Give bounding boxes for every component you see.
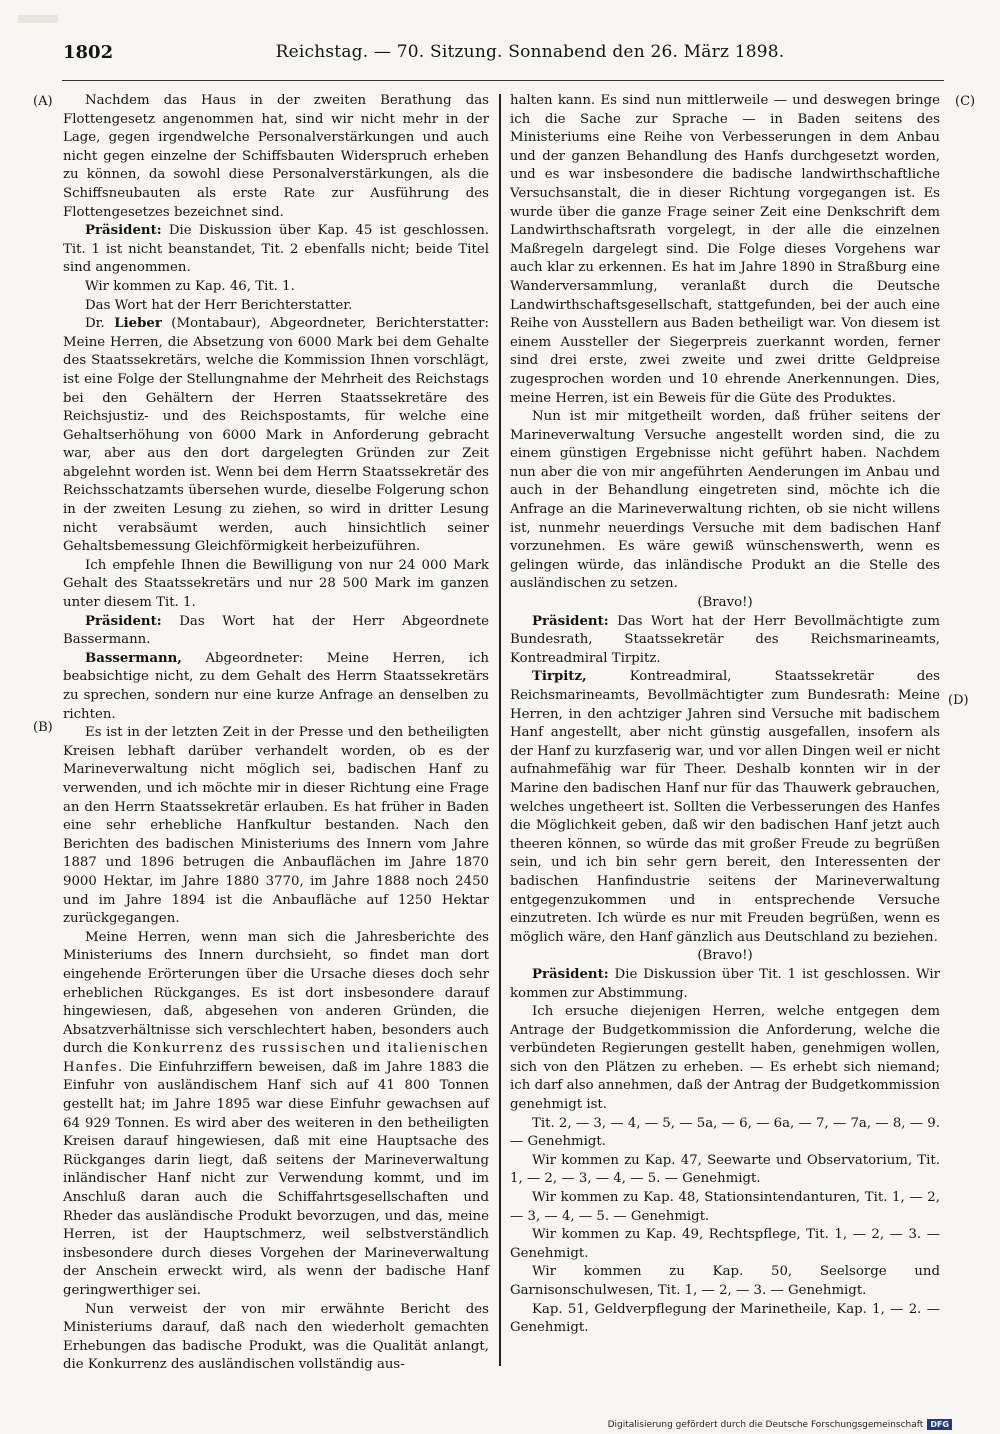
title-prefix: Dr. (85, 316, 105, 332)
interjection: (Bravo!) (697, 595, 753, 611)
paragraph: Nun ist mir mitgetheilt worden, daß früher seitens der Marineverwaltung Versuche angestellt worden sind, die zu einem günstigen Ergebnisse nicht geführt haben. Nachdem nun aber die von mir angeführten Aenderungen im Anbau und auch in der Behandlung eingetreten sind, möchte ich die Anfrage an die Marineverwaltung richten, ob sie nicht willens ist, nunmehr neuerdings Versuche mit dem badischen Hanf vorzunehmen. Es wäre gewiß wünschenswerth, wenn es gelingen würde, das inländische Produkt an die Stelle des ausländischen zu setzen. (510, 409, 940, 592)
footer-credit (608, 1419, 952, 1430)
paragraph (63, 315, 489, 557)
speech-text: Die Einfuhrziffern beweisen, daß im Jahre 1883 die Einfuhr von ausländischem Hanf sich auf 41 800 Tonnen gestellt hat; im Jahre 1895 war diese Einfuhr gewachsen auf 64 929 Tonnen. Es wird aber des weiteren in den betheiligten Kreisen darauf hingewiesen, daß mit eine Hauptsache des Rückganges darin liegt, daß seitens der Marineverwaltung inländischer Hanf nicht zur Verwendung kommt, und im Anschluß daran auch die Schiffahrtsgesellschaften und Rheder das ausländische Produkt bevorzugen, und das, meine Herren, ist der Hauptschmerz, weil selbstverständlich insbesondere durch dieses Vorgehen der Marineverwaltung der Anschein erweckt wird, als wenn der badische Hanf geringwerthiger sei. (63, 1059, 489, 1298)
margin-mark-c: (C) (955, 94, 976, 109)
paragraph: Wir kommen zu Kap. 47, Seewarte und Observatorium, Tit. 1, — 2, — 3, — 4, — 5. — Genehmigt. (510, 1152, 940, 1187)
speech-text: (Montabaur), Abgeordneter, Berichterstatter: Meine Herren, die Absetzung von 6000 Mark bei dem Gehalte des Staatssekretärs, welche die Kommission Ihnen vorschlägt, ist eine Folge der Stellungnahme der Mehrheit des Reichstags bei den Gehältern der Herren Staatssekretäre des Reichsjustiz- und des Reichspostamts, für welche eine Gehaltserhöhung von 6000 Mark in Anforderung gebracht war, aber aus den dort dargelegten Gründen zur Zeit abgelehnt worden ist. Wenn bei dem Herrn Staatssekretär des Reichsschatzamts übersehen wurde, dieselbe Folgerung schon in der zweiten Lesung zu ziehen, so wird in dritter Lesung nicht verabsäumt werden, auch hinsichtlich seiner Gehaltsbemessung Gleichförmigkeit herbeizuführen. (63, 316, 490, 555)
dfg-logo: DFG (927, 1419, 952, 1430)
paragraph: Ich empfehle Ihnen die Bewilligung von nur 24 000 Mark Gehalt des Staatssekretärs und nur 28 500 Mark im ganzen unter diesem Tit. 1. (63, 557, 489, 611)
speaker-name: Bassermann, (85, 650, 182, 666)
paragraph: Tit. 2, — 3, — 4, — 5, — 5a, — 6, — 6a, — 7, — 7a, — 8, — 9. — Genehmigt. (510, 1115, 940, 1150)
speech-text: Kontreadmiral, Staatssekretär des Reichsmarineamts, Bevollmächtigter zum Bundesrath: Meine Herren, in den achtziger Jahren sind Versuche mit badischem Hanf angestellt, aber nicht günstig ausgefallen, insofern als der Hanf zu kurzfaserig war, und vor allen Dingen weil er nicht aufnahmefähig war für Theer. Deshalb konnten wir in der Marine den badischen Hanf nur für das Thauwerk gebrauchen, welches ungetheert ist. Sollten die Verbesserungen des Hanfes die Möglichkeit geben, daß wir den badischen Hanf jetzt auch theeren können, so würde das mit großer Freude zu begrüßen sein, und ich bin sehr gern bereit, den Interessenten der badischen Hanfindustrie seitens der Marineverwaltung entgegenzukommen und in entsprechende Versuche einzutreten. Ich würde es nur mit Freuden begrüßen, wenn es möglich wäre, den Hanf gänzlich aus Deutschland zu beziehen. (510, 669, 940, 945)
column-divider (499, 94, 501, 1366)
margin-mark-a: (A) (33, 94, 53, 109)
footer-text: Digitalisierung gefördert durch die Deutsche Forschungsgemeinschaft (607, 1419, 924, 1430)
right-column (510, 92, 940, 1338)
paragraph: halten kann. Es sind nun mittlerweile — und deswegen bringe ich die Sache zur Sprache — in Baden seitens des Ministeriums eine Reihe von Verbesserungen in dem Anbau und der ganzen Behandlung des Hanfs durchgesetzt worden, und es war insbesondere die badische landwirthschaftliche Versuchsanstalt, die in dieser Richtung vorgegangen ist. Es wurde über die ganze Frage seiner Zeit eine Denkschrift dem Landwirthschaftsrath vorgelegt, in der alle die einzelnen Maßregeln dargelegt sind. Die Folge dieses Vorgehens war auch klar zu erkennen. Es hat im Jahre 1890 in Straßburg eine Wanderversammlung, veranlaßt durch die Deutsche Landwirthschaftsgesellschaft, stattgefunden, bei der auch eine Reihe von Ausstellern aus Baden betheiligt war. Von diesem ist einem Aussteller der Siegerpreis zuerkannt worden, ferner sind drei erste, zwei zweite und zwei dritte Geldpreise zugesprochen worden und 10 ehrende Anerkennungen. Dies, meine Herren, ist ein Beweis für die Güte des Produktes. (510, 93, 940, 406)
paragraph: Das Wort hat der Herr Berichterstatter. (85, 297, 353, 313)
paragraph (63, 929, 489, 1301)
interjection: (Bravo!) (697, 948, 753, 964)
speech-text: Abgeordneter: Meine Herren, ich beabsichtige nicht, zu dem Gehalt des Herrn Staatssekretärs zu sprechen, sondern nur eine kurze Anfrage an denselben zu richten. (63, 650, 489, 722)
speech-text: Meine Herren, wenn man sich die Jahresberichte des Ministeriums des Innern durchsieht, so findet man dort eingehende Erörterungen über die Ursache dieses doch sehr erheblichen Rückganges. Es ist dort insbesondere darauf hingewiesen, daß, abgesehen von anderen Gründen, die Absatzverhältnisse sich verschlechtert haben, besonders auch durch die (63, 929, 489, 1057)
header-rule (62, 80, 944, 81)
speaker-name: Präsident: (532, 613, 609, 629)
left-column (63, 92, 489, 1375)
running-head: Reichstag. — 70. Sitzung. Sonnabend den 26. März 1898. (275, 42, 785, 62)
paragraph: Ich ersuche diejenigen Herren, welche entgegen dem Antrage der Budgetkommission die Anforderung, welche die verbündeten Regierungen gestellt haben, genehmigen wollen, sich von den Plätzen zu erheben. — Es erhebt sich niemand; ich darf also annehmen, daß der Antrag der Budgetkommission genehmigt ist. (510, 1004, 940, 1113)
speech-text: Die Diskussion über Kap. 45 ist geschlossen. Tit. 1 ist nicht beanstandet, Tit. 2 ebenfalls nicht; beide Titel sind angenommen. (63, 223, 489, 276)
paragraph: Es ist in der letzten Zeit in der Presse und den betheiligten Kreisen lebhaft darüber verhandelt worden, ob es der Marineverwaltung nicht möglich sei, badischen Hanf zu verwenden, und ich möchte mir in dieser Richtung eine Frage an den Herrn Staatssekretär erlauben. Es hat früher in Baden eine sehr erhebliche Hanfkultur bestanden. Nach den Berichten des badischen Ministeriums des Innern vom Jahre 1887 und 1896 betrugen die Anbauflächen im Jahre 1870 9000 Hektar, im Jahre 1880 3770, im Jahre 1888 noch 2450 und im Jahre 1894 ist die Anbaufläche auf 1250 Hektar zurückgegangen. (63, 725, 489, 927)
paragraph: Kap. 51, Geldverpflegung der Marinetheile, Kap. 1, — 2. — Genehmigt. (510, 1301, 940, 1336)
margin-mark-b: (B) (33, 720, 53, 735)
spaced-text: Konkurrenz des russischen und italienischen Hanfes. (63, 1041, 489, 1075)
paragraph (63, 222, 489, 278)
speaker-name: Präsident: (85, 223, 162, 239)
paragraph: Wir kommen zu Kap. 48, Stationsintendanturen, Tit. 1, — 2, — 3, — 4, — 5. — Genehmigt. (510, 1190, 940, 1224)
paragraph (510, 966, 940, 1003)
paragraph (63, 650, 489, 724)
paragraph: Wir kommen zu Kap. 50, Seelsorge und Garnisonschulwesen, Tit. 1, — 2, — 3. — Genehmigt. (510, 1264, 940, 1298)
speech-text: Die Diskussion über Tit. 1 ist geschlossen. Wir kommen zur Abstimmung. (510, 966, 940, 1001)
paragraph: Wir kommen zu Kap. 46, Tit. 1. (85, 278, 295, 294)
page-number: 1802 (63, 42, 114, 63)
speaker-name: Lieber (114, 316, 162, 332)
paragraph (510, 613, 940, 669)
paragraph: Nun verweist der von mir erwähnte Bericht des Ministeriums darauf, daß nach den wiederholt gemachten Erhebungen das badische Produkt, was die Qualität anlangt, die Konkurrenz des ausländischen vollständig aus- (63, 1301, 489, 1373)
speaker-name: Präsident: (532, 966, 609, 982)
paragraph: Wir kommen zu Kap. 49, Rechtspflege, Tit. 1, — 2, — 3. — Genehmigt. (510, 1227, 940, 1261)
paragraph (63, 613, 489, 650)
paragraph: Nachdem das Haus in der zweiten Berathung das Flottengesetz angenommen hat, sind wir nicht mehr in der Lage, gegen irgendwelche Personalverstärkungen und auch nicht gegen einzelne der Schiffsbauten Widerspruch erheben zu können, da sowohl diese Personalverstärkungen, als die Schiffsneubauten als erste Rate zur Ausführung des Flottengesetzes bezeichnet sind. (63, 93, 489, 220)
speech-text: Das Wort hat der Herr Abgeordnete Bassermann. (63, 613, 489, 648)
speaker-name: Tirpitz, (532, 669, 587, 685)
paragraph (510, 668, 940, 947)
speech-text: Das Wort hat der Herr Bevollmächtigte zum Bundesrath, Staatssekretär des Reichsmarineamts, Kontreadmiral Tirpitz. (510, 613, 940, 666)
margin-mark-d: (D) (948, 693, 969, 708)
scan-smudge (18, 15, 58, 23)
speaker-name: Präsident: (85, 613, 162, 629)
